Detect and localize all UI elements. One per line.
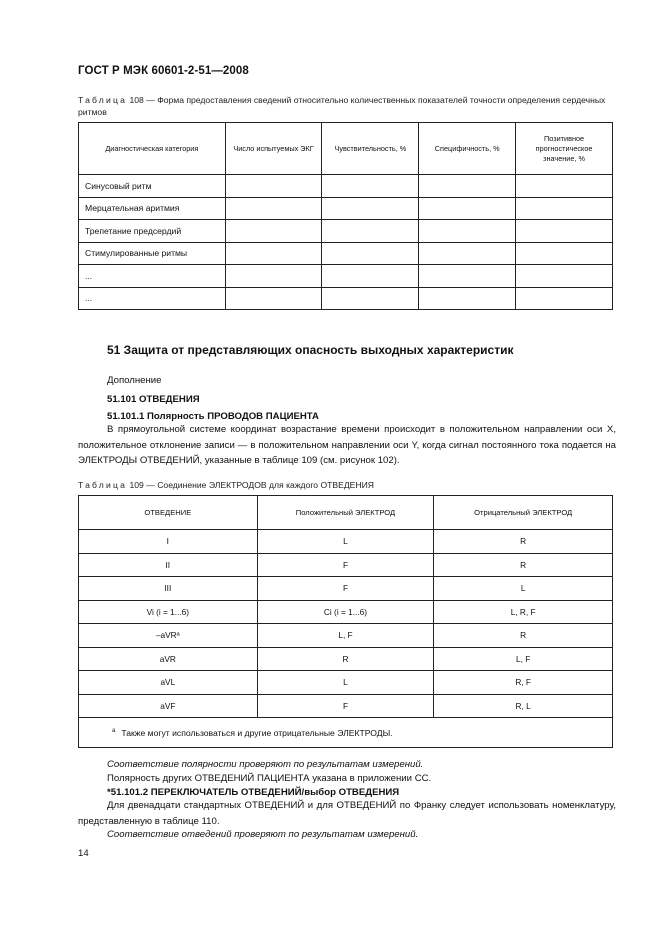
table-cell: ... [79, 265, 226, 288]
conformity-statement-1: Соответствие полярности проверяют по результатам измерений. [107, 759, 424, 770]
table-cell: L, F [257, 624, 434, 648]
table-cell: aVL [79, 671, 258, 695]
table-row [79, 671, 613, 695]
column-header: ОТВЕДЕНИЕ [79, 496, 258, 530]
table-row [79, 694, 613, 718]
table-cell: L [257, 530, 434, 554]
document-header: ГОСТ Р МЭК 60601-2-51—2008 [78, 65, 249, 77]
table-cell: R, L [434, 694, 613, 718]
table-row [79, 197, 613, 220]
table-cell: I [79, 530, 258, 554]
table-cell: F [257, 553, 434, 577]
table-cell: –aVRª [79, 624, 258, 648]
column-header: Диагностическая категория [79, 123, 226, 175]
column-header: Позитивное прогностическое значение, % [516, 123, 613, 175]
table-cell: II [79, 553, 258, 577]
table-cell: R [434, 553, 613, 577]
table-cell: Трепетание предсердий [79, 220, 226, 243]
column-header: Отрицательный ЭЛЕКТРОД [434, 496, 613, 530]
table-cell: R [434, 530, 613, 554]
table-cell: F [257, 694, 434, 718]
table-cell: Стимулированные ритмы [79, 242, 226, 265]
table-cell: III [79, 577, 258, 601]
table-row [79, 220, 613, 243]
table-cell: aVR [79, 647, 258, 671]
table-header-row [79, 496, 613, 530]
table-footnote: $^a$ Также могут использоваться и другие отрицательные ЭЛЕКТРОДЫ. [79, 718, 613, 748]
table-header-row [79, 123, 613, 175]
table-cell: R [434, 624, 613, 648]
table-row [79, 287, 613, 310]
table-row [79, 530, 613, 554]
subsection-51-101-1-heading: 51.101.1 Полярность ПРОВОДОВ ПАЦИЕНТА [107, 411, 319, 422]
table-cell: Vi (i = 1...6) [79, 600, 258, 624]
subsection-51-101-heading: 51.101 ОТВЕДЕНИЯ [107, 394, 200, 405]
column-header: Чувствительность, % [322, 123, 419, 175]
table-row [79, 577, 613, 601]
table-cell: Синусовый ритм [79, 175, 226, 198]
section-51-heading: 51 Защита от представляющих опасность выходных характеристик [107, 343, 514, 357]
subsection-51-101-2-heading: *51.101.2 ПЕРЕКЛЮЧАТЕЛЬ ОТВЕДЕНИЙ/выбор ОТВЕДЕНИЯ [107, 787, 400, 798]
table-row [79, 600, 613, 624]
table-cell: L, F [434, 647, 613, 671]
table-108 [78, 122, 613, 310]
table-row [79, 647, 613, 671]
table-row [79, 624, 613, 648]
table-row [79, 175, 613, 198]
table-cell: aVF [79, 694, 258, 718]
table-cell: L [257, 671, 434, 695]
table-cell: F [257, 577, 434, 601]
addition-label: Дополнение [107, 375, 162, 386]
table-cell: L [434, 577, 613, 601]
table-cell: Мерцательная аритмия [79, 197, 226, 220]
polarity-paragraph: В прямоугольной системе координат возрастание времени происходит в положительном направлении оси X, положительное отклонение записи — в положительном направлении оси Y, когда сигнал постоянного тока подается на ЭЛЕКТРОДЫ ОТВЕДЕНИЙ, указанные в таблице 109 (см. рисунок 102). [78, 424, 616, 466]
page-number: 14 [78, 848, 89, 859]
table-cell: L, R, F [434, 600, 613, 624]
table-109-caption: Таблица 109 — Соединение ЭЛЕКТРОДОВ для каждого ОТВЕДЕНИЯ [78, 480, 375, 490]
table-cell: Ci (i = 1...6) [257, 600, 434, 624]
table-cell: R, F [434, 671, 613, 695]
table-108-caption: Таблица 108 — Форма предоставления сведений относительно количественных показателей точности определения сердечных ритмов [78, 95, 606, 117]
conformity-statement-2: Соответствие отведений проверяют по результатам измерений. [107, 829, 419, 840]
column-header: Число испытуемых ЭКГ [225, 123, 322, 175]
column-header: Положительный ЭЛЕКТРОД [257, 496, 434, 530]
table-row [79, 265, 613, 288]
table-109 [78, 495, 613, 748]
polarity-note: Полярность других ОТВЕДЕНИЙ ПАЦИЕНТА указана в приложении CC. [107, 773, 432, 784]
nomenclature-paragraph: Для двенадцати стандартных ОТВЕДЕНИЙ и для ОТВЕДЕНИЙ по Франку следует использовать номенклатуру, представленную в таблице 110. [78, 800, 616, 827]
footnote-row [79, 718, 613, 748]
table-row [79, 242, 613, 265]
table-cell: R [257, 647, 434, 671]
table-cell: ... [79, 287, 226, 310]
table-row [79, 553, 613, 577]
footnote-marker: a [112, 727, 116, 734]
column-header: Специфичность, % [419, 123, 516, 175]
